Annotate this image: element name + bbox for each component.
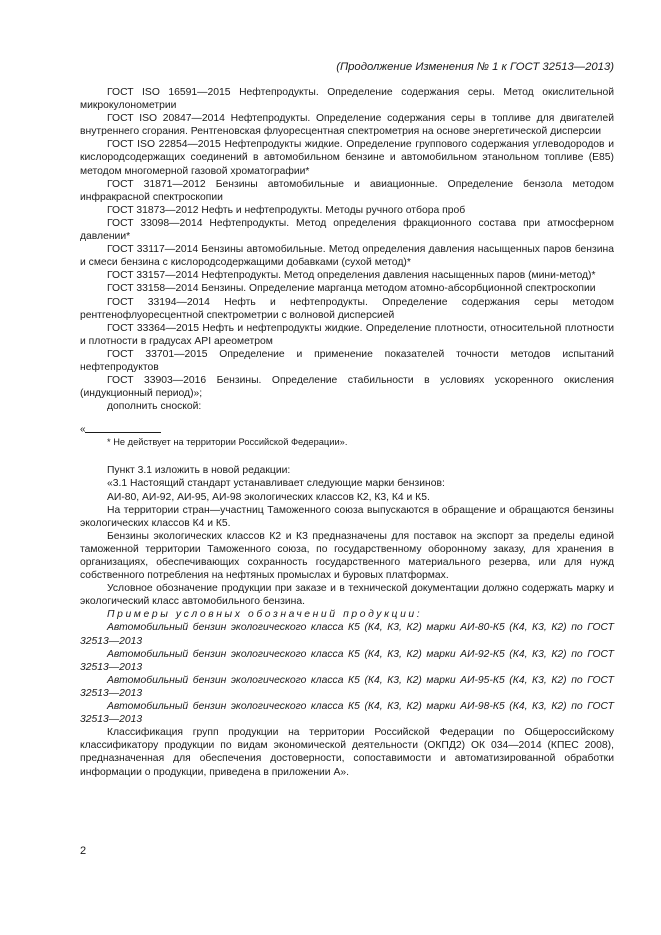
reference-item: ГОСТ 31873—2012 Нефть и нефтепродукты. Методы ручного отбора проб [107,204,466,216]
normative-references-list [80,86,614,400]
section-paragraph: Классификация групп продукции на территории Российской Федерации по Общероссийскому классификатору продукции по видам экономической деятельности (ОКПД2) ОК 034—2014 (КПЕС 2008), предназначенная для обеспечения достоверности, сопоставимости и автоматизированной обработки информации о продукции, приведена в приложении А». [80,727,614,778]
reference-item: ГОСТ 33117—2014 Бензины автомобильные. Метод определения давления насыщенных паров бензина и смеси бензина с кислородсодержащими добавками (сухой метод)* [80,244,614,269]
section-paragraph: Бензины экологических классов К2 и К3 предназначены для поставок на экспорт за пределы единой таможенной территории Таможенного союза, по государственному оборонному заказу, для хранения в организациях, обеспечивающих сохранность государственного материального резерва, или для нужд собственного потребления на нефтяных промыслах и буровых платформах. [80,530,614,582]
add-footnote-instruction: дополнить сноской: [107,401,202,413]
footnote-separator [80,424,614,436]
reference-item: ГОСТ 33098—2014 Нефтепродукты. Метод определения фракционного состава при атмосферном давлении* [80,217,614,243]
section-paragraph: АИ-80, АИ-92, АИ-95, АИ-98 экологических классов К2, К3, К4 и К5. [107,491,430,503]
reference-item: ГОСТ ISO 16591—2015 Нефтепродукты. Определение содержания серы. Метод окислительной микрокулонометрии [80,87,614,112]
section-3-1 [80,464,614,778]
examples-title: Примеры условных обозначений продукции: [107,609,423,621]
footnote-quote-mark: « [80,424,86,436]
example-item: Автомобильный бензин экологического класса К5 (К4, К3, К2) марки АИ-80-К5 (К4, К3, К2) по ГОСТ 32513—2013 [80,622,614,647]
document-body [80,86,614,779]
example-item: Автомобильный бензин экологического класса К5 (К4, К3, К2) марки АИ-98-К5 (К4, К3, К2) по ГОСТ 32513—2013 [80,701,614,726]
reference-item: ГОСТ 33194—2014 Нефть и нефтепродукты. Определение содержания серы методом рентгенофлуоресцентной спектрометрии с волновой дисперсией [80,296,614,321]
section-paragraph: Условное обозначение продукции при заказе и в технической документации должно содержать марку и экологический класс автомобильного бензина. [80,583,614,608]
footnote-text: * Не действует на территории Российской Федерации». [107,437,348,448]
section-paragraph: «3.1 Настоящий стандарт устанавливает следующие марки бензинов: [107,478,445,490]
reference-item: ГОСТ ISO 22854—2015 Нефтепродукты жидкие. Определение группового содержания углеводородов и кислородсодержащих соединений в автомобильном бензине и автомобильном этанольном топливе (Е85) методом многомерной газовой хроматографии* [80,139,614,177]
section-intro: Пункт 3.1 изложить в новой редакции: [107,465,291,477]
reference-item: ГОСТ 33701—2015 Определение и применение показателей точности методов испытаний нефтепродуктов [80,348,614,373]
reference-item: ГОСТ 33364—2015 Нефть и нефтепродукты жидкие. Определение плотности, относительной плотности и плотности в градусах API ареометром [80,322,614,347]
page-number: 2 [80,845,87,857]
continuation-header: (Продолжение Изменения № 1 к ГОСТ 32513—2013) [336,61,614,73]
example-item: Автомобильный бензин экологического класса К5 (К4, К3, К2) марки АИ-95-К5 (К4, К3, К2) по ГОСТ 32513—2013 [80,674,614,699]
spacer [80,448,614,464]
section-paragraph: На территории стран—участниц Таможенного союза выпускаются в обращение и обращаются бензины экологических классов К4 и К5. [80,504,614,529]
footnote-rule [85,432,161,433]
reference-item: ГОСТ ISO 20847—2014 Нефтепродукты. Определение содержания серы в топливе для двигателей внутреннего сгорания. Рентгеновская флуоресцентная спектрометрия на основе энергетической дисперсии [80,113,614,138]
reference-item: ГОСТ 33903—2016 Бензины. Определение стабильности в условиях ускоренного окисления (индукционный период)»; [80,375,614,400]
example-item: Автомобильный бензин экологического класса К5 (К4, К3, К2) марки АИ-92-К5 (К4, К3, К2) по ГОСТ 32513—2013 [80,648,614,673]
reference-item: ГОСТ 33157—2014 Нефтепродукты. Метод определения давления насыщенных паров (мини-метод)* [107,270,596,282]
reference-item: ГОСТ 33158—2014 Бензины. Определение марганца методом атомно-абсорбционной спектроскопии [107,283,596,295]
reference-item: ГОСТ 31871—2012 Бензины автомобильные и авиационные. Определение бензола методом инфракрасной спектроскопии [80,178,614,203]
